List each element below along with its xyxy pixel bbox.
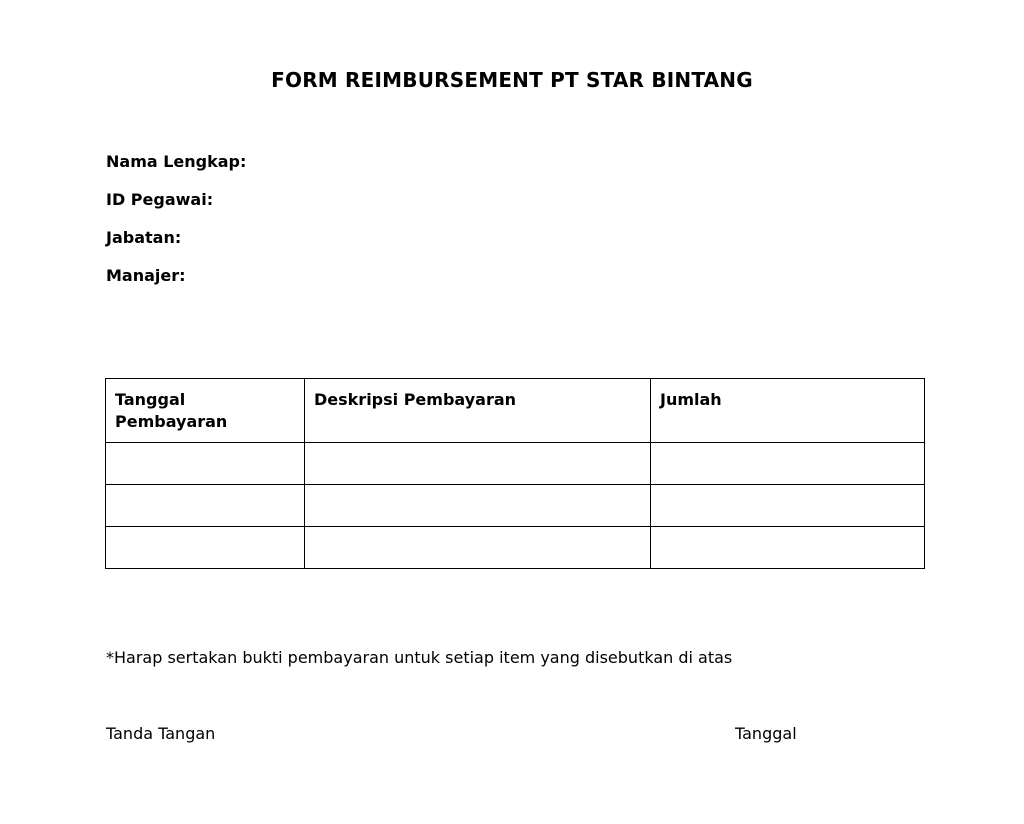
field-label-nama-lengkap: Nama Lengkap: [106,152,247,171]
header-tanggal-pembayaran: Tanggal Pembayaran [106,379,305,443]
form-title: FORM REIMBURSEMENT PT STAR BINTANG [271,68,753,92]
table-row [106,443,925,485]
table-header-row [106,379,925,443]
table-cell[interactable] [106,443,305,485]
reimbursement-table [105,378,925,569]
table-cell[interactable] [651,485,925,527]
header-deskripsi-pembayaran: Deskripsi Pembayaran [305,379,651,443]
table-cell[interactable] [106,485,305,527]
field-label-manajer: Manajer: [106,266,186,285]
table-cell[interactable] [305,527,651,569]
field-label-id-pegawai: ID Pegawai: [106,190,214,209]
table-row [106,485,925,527]
table-cell[interactable] [651,527,925,569]
table-cell[interactable] [651,443,925,485]
table-cell[interactable] [106,527,305,569]
table-row [106,527,925,569]
field-label-jabatan: Jabatan: [106,228,182,247]
header-jumlah: Jumlah [651,379,925,443]
signature-label: Tanda Tangan [106,724,216,743]
receipt-note: *Harap sertakan bukti pembayaran untuk setiap item yang disebutkan di atas [106,648,733,667]
table-cell[interactable] [305,443,651,485]
date-label: Tanggal [735,724,797,743]
table-cell[interactable] [305,485,651,527]
